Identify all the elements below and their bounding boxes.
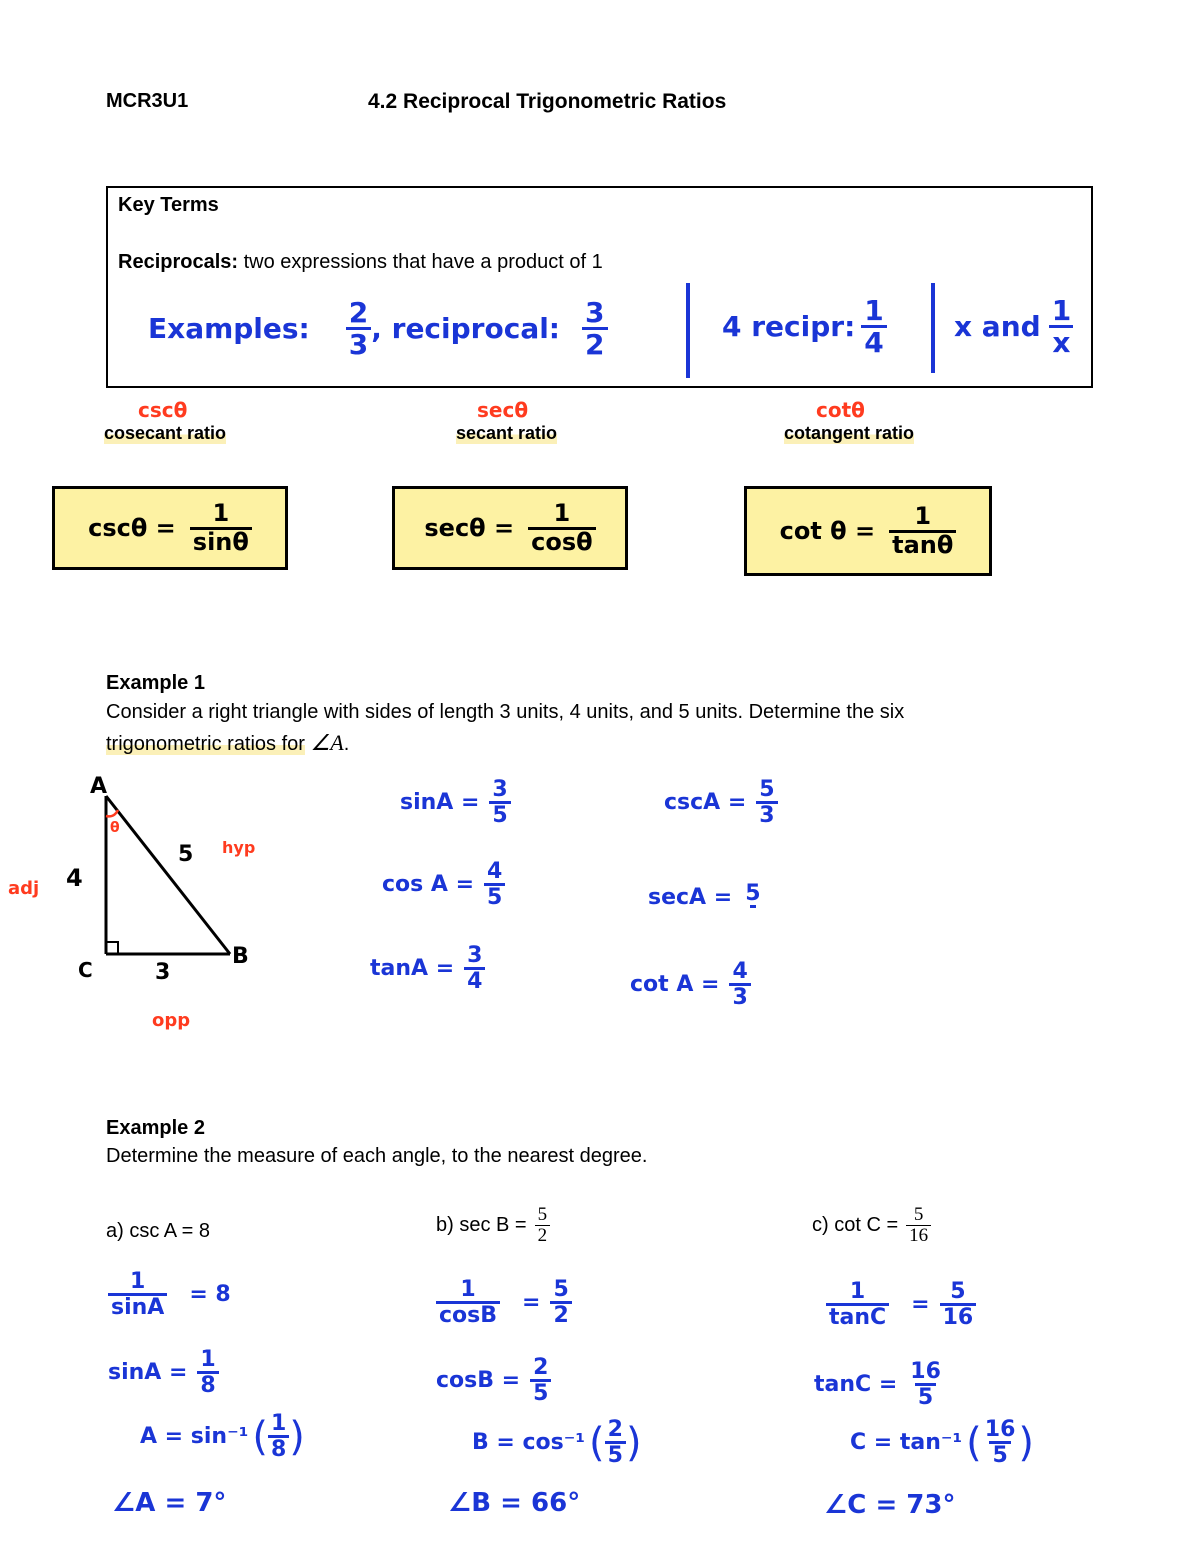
cos-a-ratio bbox=[382, 860, 505, 909]
example-3-lead: x and bbox=[954, 310, 1041, 344]
vertex-c-label: C bbox=[78, 958, 93, 982]
vertex-a-label: A bbox=[90, 774, 108, 799]
csc-formula-lhs: cscθ = bbox=[88, 514, 176, 542]
csc-a-lhs: cscA = bbox=[664, 790, 747, 816]
tan-a-fraction: $\frac{3}{4}$ bbox=[464, 944, 485, 993]
tan-a-lhs: tanA = bbox=[370, 956, 455, 982]
examples-label: Examples: bbox=[148, 312, 310, 346]
part-c-step2-lhs: tanC = bbox=[814, 1372, 898, 1398]
reciprocals-definition bbox=[118, 251, 603, 274]
part-c-question-text: c) cot C = bbox=[812, 1213, 899, 1236]
part-b-step3: B = cos⁻¹ ( $\frac{2}{5}$ ) bbox=[472, 1417, 642, 1469]
sec-hand-label: secθ bbox=[477, 398, 529, 422]
part-b-question-fraction: $\frac{5}{2}$ bbox=[535, 1205, 551, 1246]
part-a-step1-fraction: $\frac{1}{\sin A}$ bbox=[108, 1270, 167, 1319]
part-a-step2-lhs: sinA = bbox=[108, 1360, 188, 1386]
part-c-step1-fraction: $\frac{1}{\tan C}$ bbox=[826, 1280, 889, 1329]
sec-a-fraction: 5 bbox=[742, 882, 763, 912]
csc-formula-box bbox=[52, 486, 288, 570]
part-b-step3-lhs: B = cos⁻¹ bbox=[472, 1430, 586, 1456]
right-angle-mark bbox=[106, 942, 118, 954]
fraction-two-thirds: $\frac{2}{3}$ bbox=[346, 298, 371, 360]
cotangent-ratio-label: cotangent ratio bbox=[784, 423, 915, 443]
side-cb-length: 3 bbox=[155, 960, 171, 985]
example-1-text-line2-body: trigonometric ratios for bbox=[106, 733, 305, 755]
course-code: MCR3U1 bbox=[106, 90, 189, 112]
secant-ratio-label: secant ratio bbox=[456, 423, 558, 443]
part-b-answer: ∠B = 66° bbox=[448, 1488, 581, 1518]
side-ab-length: 5 bbox=[178, 842, 194, 867]
adj-label: adj bbox=[8, 878, 40, 899]
cot-a-lhs: cot A = bbox=[630, 972, 720, 998]
part-c-step2-fraction: $\frac{16}{5}$ bbox=[910, 1359, 941, 1411]
divider-2 bbox=[931, 283, 935, 373]
cos-a-lhs: cos A = bbox=[382, 872, 475, 898]
cot-hand-label: cotθ bbox=[816, 398, 865, 422]
part-b-step1-fraction: $\frac{1}{\cos B}$ bbox=[436, 1278, 500, 1327]
cosecant-ratio-label: cosecant ratio bbox=[104, 423, 227, 443]
reciprocal-example-2 bbox=[722, 296, 887, 358]
part-c-step1-rhs: $\frac{5}{16}$ bbox=[940, 1280, 977, 1329]
csc-a-ratio bbox=[664, 778, 778, 827]
key-terms-box bbox=[106, 186, 1093, 388]
sec-formula-box bbox=[392, 486, 628, 570]
opp-label: opp bbox=[152, 1010, 191, 1031]
theta-mark: θ bbox=[110, 820, 120, 836]
cot-formula-lhs: cot θ = bbox=[779, 517, 876, 545]
csc-hand-label: cscθ bbox=[138, 398, 188, 422]
sec-a-ratio bbox=[648, 882, 764, 912]
example-1-text-line2 bbox=[106, 730, 349, 756]
reciprocal-example-3 bbox=[954, 296, 1074, 358]
sec-formula-fraction: $\frac{1}{\cos\theta}$ bbox=[528, 501, 596, 554]
part-c-answer: ∠C = 73° bbox=[824, 1490, 956, 1520]
fraction-one-over-x: $\frac{1}{x}$ bbox=[1049, 296, 1074, 358]
part-a-step3-fraction: $\frac{1}{8}$ bbox=[268, 1412, 289, 1461]
part-a-step3: A = sin⁻¹ ( $\frac{1}{8}$ ) bbox=[140, 1411, 305, 1463]
angle-arc-mark bbox=[106, 810, 118, 816]
reciprocals-text: two expressions that have a product of 1 bbox=[243, 251, 603, 273]
part-a-step2 bbox=[108, 1348, 219, 1397]
triangle-diagram bbox=[0, 770, 300, 1040]
part-b-question bbox=[436, 1205, 550, 1246]
cot-a-ratio bbox=[630, 960, 751, 1009]
part-b-step2 bbox=[436, 1356, 551, 1405]
part-c-step3-fraction: $\frac{16}{5}$ bbox=[984, 1417, 1016, 1469]
side-ab bbox=[106, 796, 230, 954]
sec-a-lhs: secA = bbox=[648, 884, 733, 910]
cot-formula-fraction: $\frac{1}{\tan\theta}$ bbox=[889, 504, 956, 557]
part-b-step2-lhs: cosB = bbox=[436, 1368, 521, 1394]
sin-a-lhs: sinA = bbox=[400, 790, 480, 816]
part-a-step3-lhs: A = sin⁻¹ bbox=[140, 1424, 249, 1450]
example-2-heading: Example 2 bbox=[106, 1117, 205, 1139]
sin-a-ratio bbox=[400, 778, 511, 827]
fraction-one-fourth: $\frac{1}{4}$ bbox=[861, 296, 886, 358]
example-1-text-line1: Consider a right triangle with sides of length 3 units, 4 units, and 5 units. Determine the six bbox=[106, 701, 905, 723]
part-a-question: a) csc A = 8 bbox=[106, 1220, 210, 1242]
side-ac-length: 4 bbox=[66, 864, 83, 892]
example-2-lead: 4 recipr: bbox=[722, 310, 856, 344]
example-1-period: . bbox=[343, 733, 350, 755]
part-c-step3: C = tan⁻¹ ( $\frac{16}{5}$ ) bbox=[850, 1417, 1035, 1469]
example-2-instruction: Determine the measure of each angle, to the nearest degree. bbox=[106, 1145, 648, 1167]
part-a-step1 bbox=[108, 1270, 231, 1319]
part-c-question-fraction: $\frac{5}{16}$ bbox=[906, 1205, 931, 1246]
reciprocal-word: , reciprocal: bbox=[371, 312, 561, 346]
hyp-label: hyp bbox=[222, 838, 256, 857]
reciprocal-example-1 bbox=[148, 298, 608, 360]
part-c-step3-lhs: C = tan⁻¹ bbox=[850, 1430, 963, 1456]
part-a-answer: ∠A = 7° bbox=[112, 1488, 227, 1518]
part-b-step1-rhs: $\frac{5}{2}$ bbox=[550, 1278, 571, 1327]
part-a-step2-fraction: $\frac{1}{8}$ bbox=[197, 1348, 218, 1397]
part-b-question-text: b) sec B = bbox=[436, 1213, 527, 1236]
part-c-question bbox=[812, 1205, 931, 1246]
divider-1 bbox=[686, 283, 690, 378]
part-b-step2-fraction: $\frac{2}{5}$ bbox=[530, 1356, 551, 1405]
key-terms-heading: Key Terms bbox=[118, 194, 219, 216]
part-c-step2 bbox=[814, 1360, 944, 1409]
sin-a-fraction: $\frac{3}{5}$ bbox=[489, 778, 510, 827]
part-b-step3-fraction: $\frac{2}{5}$ bbox=[605, 1418, 626, 1467]
page-title: 4.2 Reciprocal Trigonometric Ratios bbox=[368, 90, 727, 113]
cos-a-fraction: $\frac{4}{5}$ bbox=[484, 860, 505, 909]
sec-formula-lhs: secθ = bbox=[424, 514, 515, 542]
fraction-three-halves: $\frac{3}{2}$ bbox=[582, 298, 607, 360]
angle-a-symbol: ∠A bbox=[310, 730, 344, 755]
csc-formula-fraction: $\frac{1}{\sin\theta}$ bbox=[190, 501, 252, 554]
tan-a-ratio bbox=[370, 944, 485, 993]
part-a-step1-rhs: = 8 bbox=[189, 1282, 231, 1308]
vertex-b-label: B bbox=[232, 944, 249, 969]
csc-a-fraction: $\frac{5}{3}$ bbox=[756, 778, 777, 827]
part-b-step1: $\frac{1}{\cos B}$ = $\frac{5}{2}$ bbox=[436, 1278, 572, 1327]
reciprocals-term: Reciprocals: bbox=[118, 251, 239, 273]
cot-formula-box bbox=[744, 486, 992, 576]
part-c-step1: $\frac{1}{\tan C}$ = $\frac{5}{16}$ bbox=[826, 1280, 976, 1329]
example-1-heading: Example 1 bbox=[106, 672, 205, 694]
cot-a-fraction: $\frac{4}{3}$ bbox=[729, 960, 750, 1009]
